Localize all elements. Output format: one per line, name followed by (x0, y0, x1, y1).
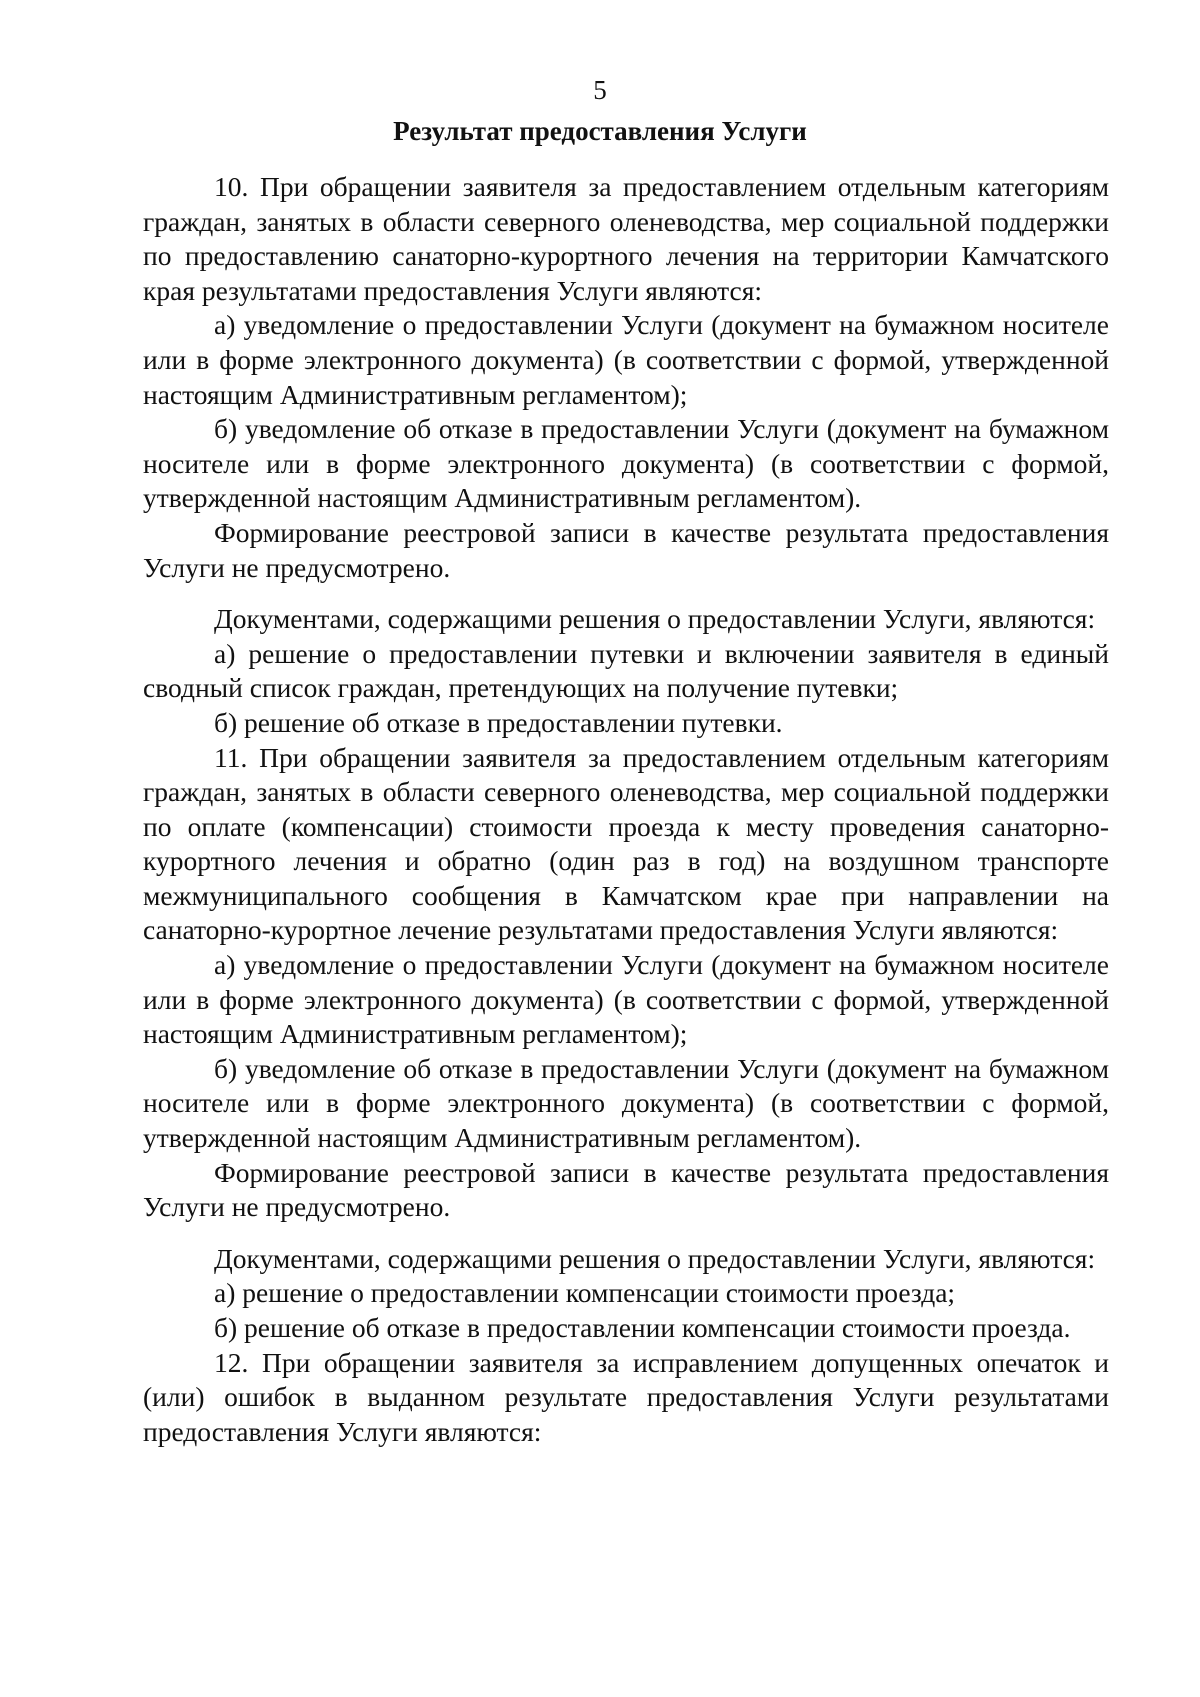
paragraph-registry-note-2: Формирование реестровой записи в качестве результата предоставления Услуги не предусмотрено. (143, 1156, 1109, 1223)
document-body (143, 170, 1109, 1449)
paragraph-10: 10. При обращении заявителя за предоставлением отдельным категориям граждан, занятых в области северного оленеводства, мер социальной поддержки по предоставлению санаторно-курортного лечения на территории Камчатского края результатами предоставления Услуги являются: (143, 171, 1109, 306)
paragraph-12: 12. При обращении заявителя за исправлением допущенных опечаток и (или) ошибок в выданном результате предоставления Услуги результатами предоставления Услуги являются: (143, 1346, 1109, 1447)
paragraph-11: 11. При обращении заявителя за предоставлением отдельным категориям граждан, занятых в области северного оленеводства, мер социальной поддержки по оплате (компенсации) стоимости проезда к месту проведения санаторно-курортного лечения и обратно (один раз в год) на воздушном транспорте межмуниципального сообщения в Камчатском крае при направлении на санаторно-курортное лечение результатами предоставления Услуги являются: (143, 741, 1109, 946)
paragraph-registry-note: Формирование реестровой записи в качестве результата предоставления Услуги не предусмотрено. (143, 516, 1109, 583)
paragraph-10-b: б) уведомление об отказе в предоставлении Услуги (документ на бумажном носителе или в форме электронного документа) (в соответствии с формой, утвержденной настоящим Административным регламентом). (143, 413, 1109, 514)
paragraph-decision-b-2: б) решение об отказе в предоставлении компенсации стоимости проезда. (214, 1312, 1071, 1343)
paragraph-11-b: б) уведомление об отказе в предоставлении Услуги (документ на бумажном носителе или в форме электронного документа) (в соответствии с формой, утвержденной настоящим Административным регламентом). (143, 1052, 1109, 1154)
paragraph-10-a: а) уведомление о предоставлении Услуги (документ на бумажном носителе или в форме электронного документа) (в соответствии с формой, утвержденной настоящим Административным регламентом); (143, 309, 1109, 410)
page-number: 5 (593, 75, 607, 105)
section-heading: Результат предоставления Услуги (393, 116, 807, 146)
paragraph-11-a: а) уведомление о предоставлении Услуги (документ на бумажном носителе или в форме электронного документа) (в соответствии с формой, утвержденной настоящим Административным регламентом); (143, 949, 1109, 1050)
paragraph-decision-b: б) решение об отказе в предоставлении путевки. (214, 706, 783, 738)
paragraph-decision-a: а) решение о предоставлении путевки и включении заявителя в единый сводный список граждан, претендующих на получение путевки; (143, 637, 1109, 704)
paragraph-decision-a-2: а) решение о предоставлении компенсации стоимости проезда; (214, 1277, 956, 1309)
paragraph-decision-documents: Документами, содержащими решения о предоставлении Услуги, являются: (214, 603, 1096, 635)
paragraph-decision-documents-2: Документами, содержащими решения о предоставлении Услуги, являются: (214, 1242, 1096, 1274)
